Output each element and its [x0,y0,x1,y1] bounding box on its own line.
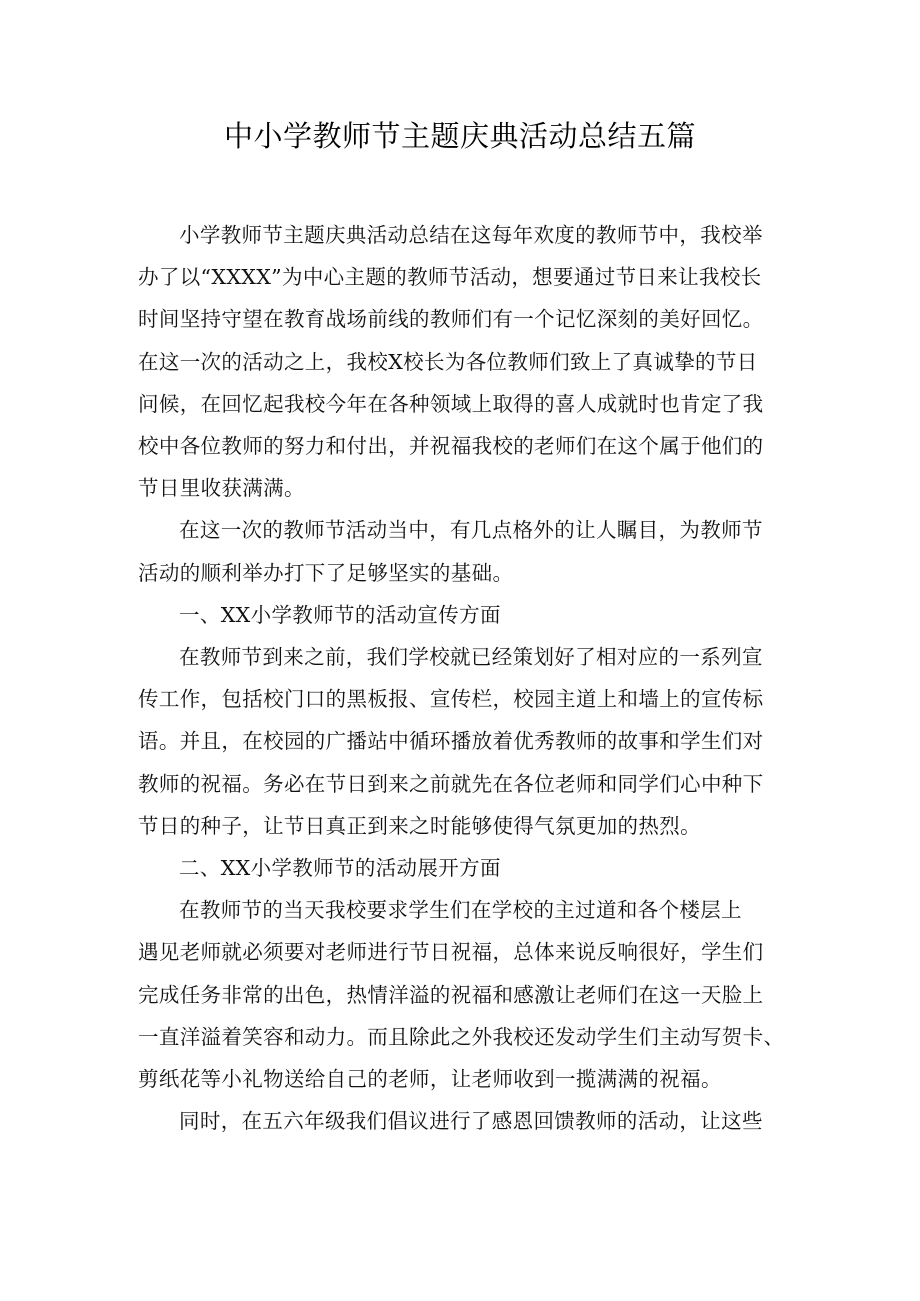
text-line: 遇见老师就必须要对老师进行节日祝福，总体来说反响很好，学生们 [138,940,764,965]
text-line: 语。并且，在校园的广播站中循环播放着优秀教师的故事和学生们对 [138,729,764,754]
paragraph-gratitude [138,1100,788,1142]
section-heading-activities [138,847,788,889]
text-line: 教师的祝福。务必在节日到来之前就先在各位老师和同学们心中种下 [138,771,764,796]
text-line: 办了以“XXXX”为中心主题的教师节活动，想要通过节日来让我校长 [138,265,762,290]
text-line: 同时，在五六年级我们倡议进行了感恩回馈教师的活动，让这些 [179,1109,763,1134]
text-line: 校中各位教师的努力和付出，并祝福我校的老师们在这个属于他们的 [138,434,764,459]
text-line: 完成任务非常的出色，热情洋溢的祝福和感激让老师们在这一天脸上 [138,982,764,1007]
text-line: 问候，在回忆起我校今年在各种领域上取得的喜人成就时也肯定了我 [138,391,764,416]
text-line: 在教师节的当天我校要求学生们在学校的主过道和各个楼层上 [179,898,742,923]
text-line: 传工作，包括校门口的黑板报、宣传栏，校园主道上和墙上的宣传标 [138,687,764,712]
paragraph-highlights [138,509,788,593]
paragraph-intro [138,214,788,509]
text-line: 在教师节到来之前，我们学校就已经策划好了相对应的一系列宣 [179,645,763,670]
text-line: 节日的种子，让节日真正到来之时能够使得气氛更加的热烈。 [138,813,701,838]
text-line: 在这一次的活动之上，我校X校长为各位教师们致上了真诚挚的节日 [138,349,758,374]
text-line: 节日里收获满满。 [138,476,305,501]
text-line: 一直洋溢着笑容和动力。而且除此之外我校还发动学生们主动写贺卡、 [138,1024,785,1049]
section-heading-publicity [138,594,788,636]
text-line: 剪纸花等小礼物送给自己的老师，让老师收到一揽满满的祝福。 [138,1067,722,1092]
text-line: 时间坚持守望在教育战场前线的教师们有一个记忆深刻的美好回忆。 [138,307,764,332]
text-line: 小学教师节主题庆典活动总结在这每年欢度的教师节中，我校举 [179,223,763,247]
document-body [138,214,788,1142]
paragraph-publicity [138,636,788,847]
text-line: 二、XX小学教师节的活动展开方面 [179,856,501,881]
text-line: 活动的顺利举办打下了足够坚实的基础。 [138,560,514,585]
text-line: 在这一次的教师节活动当中，有几点格外的让人瞩目，为教师节 [179,518,763,543]
paragraph-activities [138,889,788,1100]
text-line: 一、XX小学教师节的活动宣传方面 [179,602,501,627]
document-title: 中小学教师节主题庆典活动总结五篇 [223,119,696,153]
